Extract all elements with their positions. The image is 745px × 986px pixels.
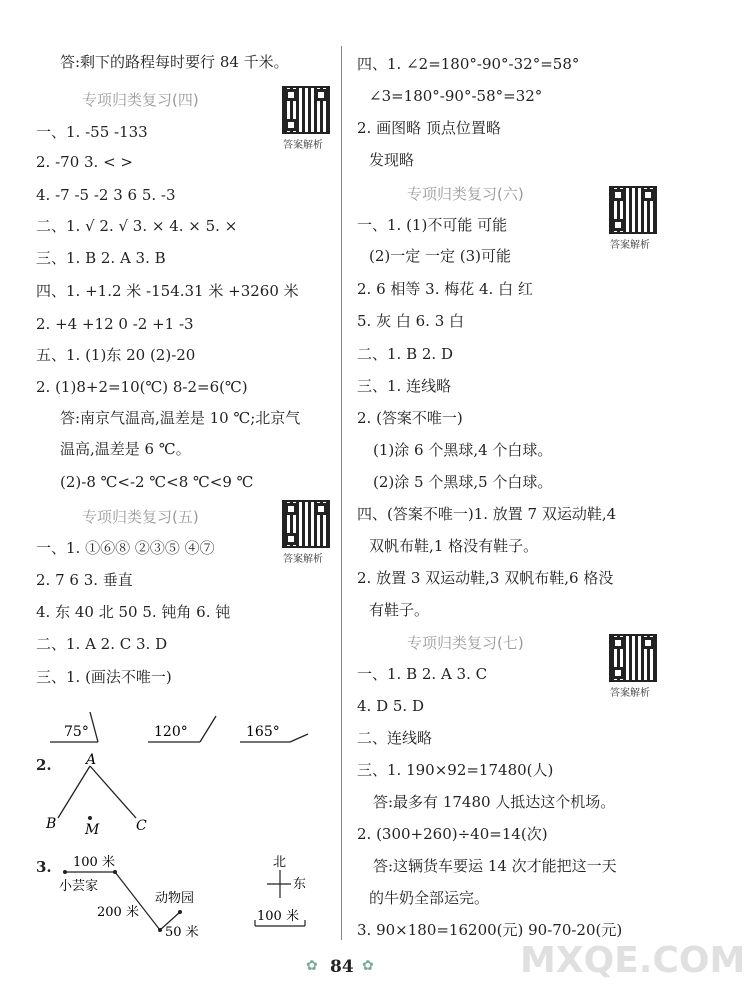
- qr-code-icon[interactable]: [282, 86, 330, 134]
- answer-line: 双帆布鞋,1 格没有鞋子。: [369, 537, 539, 555]
- answer-line: 2. 画图略 顶点位置略: [357, 119, 501, 137]
- answer-line: 4. D 5. D: [357, 697, 424, 715]
- compass-north: 北: [273, 855, 287, 870]
- place-label: 小芸家: [59, 879, 99, 894]
- distance-label: 50 米: [165, 925, 199, 940]
- angle-label: 165°: [246, 724, 280, 740]
- answer-line: 2. 7 6 3. 垂直: [36, 571, 133, 589]
- scale-label: 100 米: [257, 909, 299, 924]
- section-title-4: 专项归类复习(四): [82, 91, 199, 109]
- answer-line: 2. -70 3. < >: [36, 153, 133, 171]
- place-label: 动物园: [155, 891, 195, 906]
- answer-line: 2. (300+260)÷40=14(次): [357, 825, 548, 843]
- angle-label: 75°: [64, 724, 89, 740]
- answer-line: 2. (1)8+2=10(℃) 8-2=6(℃): [36, 378, 248, 396]
- answer-line: 4. 东 40 北 50 5. 钝角 6. 钝: [36, 603, 231, 621]
- answer-line: 四、1. +1.2 米 -154.31 米 +3260 米: [36, 282, 299, 300]
- question-number: 2.: [36, 756, 52, 774]
- section-title-5: 专项归类复习(五): [82, 508, 199, 526]
- column-divider: [341, 46, 342, 940]
- answer-line: 2. 6 相等 3. 梅花 4. 白 红: [357, 280, 533, 298]
- angle-drawings: [50, 712, 310, 752]
- answer-line: 3. 90×180=16200(元) 90-70-20(元): [357, 921, 623, 939]
- answer-line: 三、1. (画法不唯一): [36, 668, 172, 686]
- qr-label: 答案解析: [283, 554, 323, 565]
- point-label: B: [46, 816, 57, 832]
- point-label: C: [136, 818, 147, 834]
- answer-line: 一、1. -55 -133: [36, 123, 148, 141]
- section-title-7: 专项归类复习(七): [407, 634, 524, 652]
- question-number: 3.: [36, 858, 52, 876]
- qr-label: 答案解析: [610, 688, 650, 699]
- answer-line: 二、连线略: [357, 729, 433, 747]
- section-title-6: 专项归类复习(六): [407, 185, 524, 203]
- answer-line: 一、1. B 2. A 3. C: [357, 665, 488, 683]
- answer-line: 有鞋子。: [369, 601, 430, 619]
- watermark-logo: MXQE.COM: [520, 940, 745, 981]
- answer-line: 2. 放置 3 双运动鞋,3 双帆布鞋,6 格没: [357, 569, 614, 587]
- qr-label: 答案解析: [610, 240, 650, 251]
- answer-line: 三、1. 连线略: [357, 377, 452, 395]
- answer-line: 4. -7 -5 -2 3 6 5. -3: [36, 186, 176, 204]
- answer-line: 答:这辆货车要运 14 次才能把这一天: [373, 857, 617, 875]
- answer-line: 5. 灰 白 6. 3 白: [357, 312, 465, 330]
- answer-line: 答:南京气温高,温差是 10 ℃;北京气: [60, 409, 301, 427]
- qr-code-icon[interactable]: [282, 500, 330, 548]
- answer-line: 一、1. ①⑥⑧ ②③⑤ ④⑦: [36, 539, 215, 557]
- triangle-figure: [40, 752, 170, 837]
- qr-code-icon[interactable]: [609, 186, 657, 234]
- answer-line: 一、1. (1)不可能 可能: [357, 216, 508, 234]
- answer-line: (1)涂 6 个黑球,4 个白球。: [373, 441, 553, 459]
- answer-line: 五、1. (1)东 20 (2)-20: [36, 346, 196, 364]
- answer-line: 温高,温差是 6 ℃。: [60, 440, 191, 458]
- answer-line: (2)一定 一定 (3)可能: [369, 247, 512, 265]
- answer-line: (2)-8 ℃<-2 ℃<8 ℃<9 ℃: [60, 473, 254, 491]
- answer-line: 2. +4 +12 0 -2 +1 -3: [36, 315, 194, 333]
- answer-line: 答:最多有 17480 人抵达这个机场。: [373, 793, 616, 811]
- point-label: M: [85, 822, 100, 838]
- answer-line: 四、1. ∠2=180°-90°-32°=58°: [357, 55, 580, 73]
- compass-east: 东: [293, 877, 307, 892]
- answer-line: 2. (答案不唯一): [357, 409, 463, 427]
- point-label: A: [86, 752, 97, 768]
- qr-label: 答案解析: [283, 140, 323, 151]
- qr-code-icon[interactable]: [609, 634, 657, 682]
- page-number: 84: [330, 957, 354, 977]
- answer-line: 四、(答案不唯一)1. 放置 7 双运动鞋,4: [357, 505, 617, 523]
- leaf-ornament-icon: ✿: [362, 958, 374, 974]
- leaf-ornament-icon: ✿: [306, 958, 318, 974]
- answer-line: ∠3=180°-90°-58°=32°: [369, 87, 543, 105]
- answer-line: 三、1. B 2. A 3. B: [36, 249, 166, 267]
- answer-line: 二、1. √ 2. √ 3. × 4. × 5. ×: [36, 217, 238, 235]
- answer-line: 发现略: [369, 151, 415, 169]
- answer-line: 的牛奶全部运完。: [369, 889, 490, 907]
- angle-label: 120°: [154, 724, 188, 740]
- distance-label: 100 米: [73, 855, 115, 870]
- distance-label: 200 米: [97, 905, 139, 920]
- answer-line: 二、1. B 2. D: [357, 345, 453, 363]
- answer-line: (2)涂 5 个黑球,5 个白球。: [373, 473, 553, 491]
- answer-line: 三、1. 190×92=17480(人): [357, 761, 554, 779]
- answer-line: 二、1. A 2. C 3. D: [36, 635, 168, 653]
- answer-line: 答:剩下的路程每时要行 84 千米。: [60, 53, 289, 71]
- map-figure: [55, 850, 315, 945]
